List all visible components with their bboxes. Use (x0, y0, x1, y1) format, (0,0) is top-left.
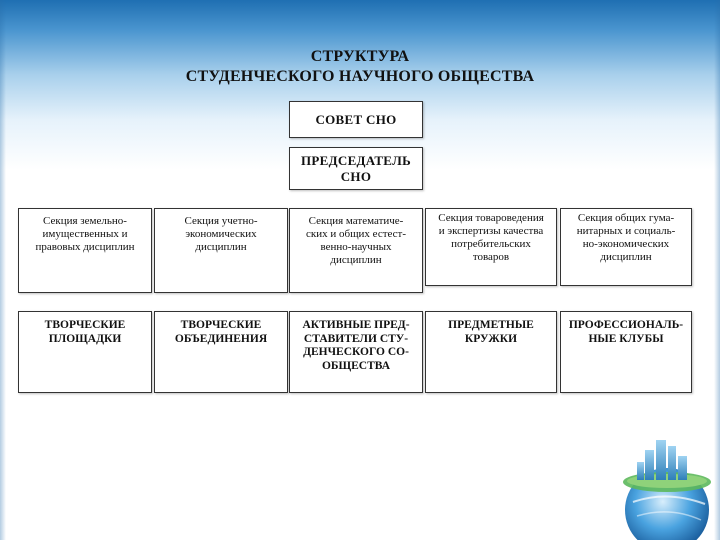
group-box-creative-associations (154, 311, 288, 393)
globe-city-icon (615, 432, 720, 540)
group-label: ТВОРЧЕСКИЕ ОБЪЕДИНЕНИЯ (174, 319, 268, 345)
group-label: ТВОРЧЕСКИЕ ПЛОЩАДКИ (44, 319, 126, 345)
title-line-1: СТРУКТУРА (310, 48, 410, 65)
title-line-2: СТУДЕНЧЕСКОГО НАУЧНОГО ОБЩЕСТВА (185, 68, 535, 85)
section-label: Секция общих гума- нитарных и социаль- но-экономических дисциплин (576, 212, 676, 263)
chairman-label: ПРЕДСЕДАТЕЛЬ СНО (301, 153, 411, 184)
group-label: АКТИВНЫЕ ПРЕД- СТАВИТЕЛИ СТУ- ДЕНЧЕСКОГО СО- ОБЩЕСТВА (302, 319, 410, 372)
chairman-box (289, 147, 423, 190)
section-box-math-science (289, 208, 423, 293)
section-box-humanities (560, 208, 692, 286)
section-label: Секция математиче- ских и общих естест- венно-научных дисциплин (305, 215, 407, 266)
group-label: ПРЕДМЕТНЫЕ КРУЖКИ (448, 319, 534, 345)
slide-edge-left (0, 0, 6, 540)
section-box-merchandise (425, 208, 557, 286)
section-label: Секция товароведения и экспертизы качества потребительских товаров (438, 212, 544, 263)
section-label: Секция учетно- экономических дисциплин (184, 215, 258, 253)
council-label: СОВЕТ СНО (315, 111, 397, 127)
group-label: ПРОФЕССИОНАЛЬ- НЫЕ КЛУБЫ (568, 319, 684, 345)
group-box-creative-platforms (18, 311, 152, 393)
section-label: Секция земельно- имущественных и правовых дисциплин (35, 215, 135, 253)
group-box-active-representatives (289, 311, 423, 393)
council-box (289, 101, 423, 138)
section-box-land-law (18, 208, 152, 293)
section-box-accounting (154, 208, 288, 293)
group-box-professional-clubs (560, 311, 692, 393)
group-box-subject-circles (425, 311, 557, 393)
